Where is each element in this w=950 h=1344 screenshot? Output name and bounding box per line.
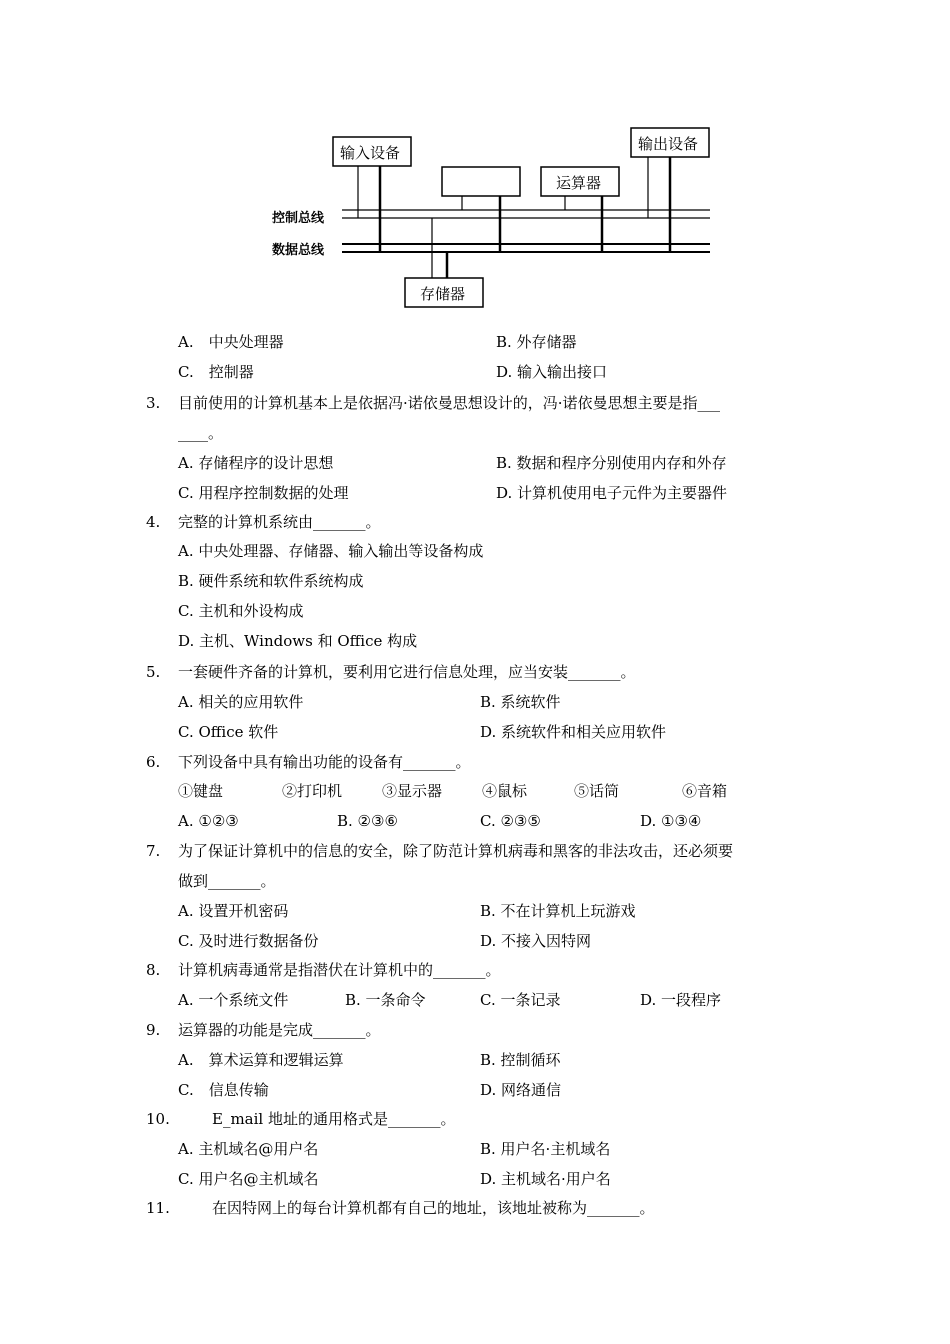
q11-stem: 在因特网上的每台计算机都有自己的地址，该地址被称为_______。 [212,1199,655,1217]
q8-option-c: C. 一条记录 [480,991,561,1009]
q3-stem-cont: ____。 [178,424,224,442]
q6-option-c: C. ②③⑤ [480,812,541,830]
q4-number: 4. [146,513,161,531]
svg-text:运算器: 运算器 [556,174,602,192]
q7-stem: 为了保证计算机中的信息的安全，除了防范计算机病毒和黑客的非法攻击，还必须要 [178,842,734,860]
q3-option-c: C. 用程序控制数据的处理 [178,484,349,502]
q6-item-2: ②打印机 [282,782,343,800]
q10-option-a: A. 主机域名@用户名 [178,1140,319,1158]
q4-stem: 完整的计算机系统由_______。 [178,513,381,531]
q3-option-d: D. 计算机使用电子元件为主要器件 [496,484,728,502]
q6-item-1: ①键盘 [178,782,224,800]
q11-number: 11. [146,1199,170,1217]
svg-text:输出设备: 输出设备 [638,135,699,153]
q6-option-d: D. ①③④ [640,812,702,830]
q9-option-d: D. 网络通信 [480,1081,562,1099]
q5-number: 5. [146,663,161,681]
q2-option-d: D. 输入输出接口 [496,363,608,381]
q6-item-3: ③显示器 [382,782,443,800]
q9-option-a: A. 算术运算和逻辑运算 [178,1051,344,1069]
q7-number: 7. [146,842,161,860]
q9-option-c: C. 信息传输 [178,1081,269,1099]
q6-option-a: A. ①②③ [178,812,239,830]
q8-option-b: B. 一条命令 [345,991,426,1009]
svg-text:输入设备: 输入设备 [340,144,401,162]
q6-option-b: B. ②③⑥ [337,812,398,830]
control-bus-label: 控制总线 [272,211,325,226]
q10-option-c: C. 用户名@主机域名 [178,1170,319,1188]
q6-item-4: ④鼠标 [482,782,528,800]
q8-stem: 计算机病毒通常是指潜伏在计算机中的_______。 [178,961,501,979]
q8-number: 8. [146,961,161,979]
q5-option-d: D. 系统软件和相关应用软件 [480,723,667,741]
q3-option-a: A. 存储程序的设计思想 [178,454,334,472]
q5-option-c: C. Office 软件 [178,723,279,741]
q10-option-d: D. 主机域名·用户名 [480,1170,611,1188]
input-device-box [333,137,411,252]
q6-number: 6. [146,753,161,771]
q7-stem-cont: 做到_______。 [178,872,276,890]
q10-number: 10. [146,1110,170,1128]
memory-box [405,218,483,307]
q2-option-c: C. 控制器 [178,363,254,381]
q6-item-6: ⑥音箱 [682,782,728,800]
q2-option-a: A. 中央处理器 [178,333,284,351]
q10-option-b: B. 用户名·主机域名 [480,1140,611,1158]
q8-option-a: A. 一个系统文件 [178,991,289,1009]
q7-option-b: B. 不在计算机上玩游戏 [480,902,636,920]
control-bus [342,210,710,218]
q3-stem: 目前使用的计算机基本上是依据冯·诺依曼思想设计的，冯·诺依曼思想主要是指___ [178,394,721,412]
q3-option-b: B. 数据和程序分别使用内存和外存 [496,454,727,472]
q9-option-b: B. 控制循环 [480,1051,561,1069]
q5-stem: 一套硬件齐备的计算机，要利用它进行信息处理，应当安装_______。 [178,663,636,681]
q4-option-a: A. 中央处理器、存储器、输入输出等设备构成 [178,542,484,560]
q9-stem: 运算器的功能是完成_______。 [178,1021,381,1039]
computer-architecture-diagram [0,0,950,330]
q9-number: 9. [146,1021,161,1039]
q4-option-c: C. 主机和外设构成 [178,602,304,620]
data-bus [342,244,710,252]
q2-option-b: B. 外存储器 [496,333,577,351]
output-device-box [631,128,709,252]
q8-option-d: D. 一段程序 [640,991,722,1009]
q4-option-b: B. 硬件系统和软件系统构成 [178,572,364,590]
svg-text:存储器: 存储器 [420,285,466,303]
q6-item-5: ⑤话筒 [574,782,620,800]
q5-option-b: B. 系统软件 [480,693,561,711]
q7-option-a: A. 设置开机密码 [178,902,289,920]
q6-stem: 下列设备中具有输出功能的设备有_______。 [178,753,471,771]
q7-option-d: D. 不接入因特网 [480,932,592,950]
data-bus-label: 数据总线 [272,243,325,258]
q10-stem: E_mail 地址的通用格式是_______。 [212,1110,456,1128]
q5-option-a: A. 相关的应用软件 [178,693,304,711]
q7-option-c: C. 及时进行数据备份 [178,932,319,950]
q4-option-d: D. 主机、Windows 和 Office 构成 [178,632,418,650]
q3-number: 3. [146,394,161,412]
